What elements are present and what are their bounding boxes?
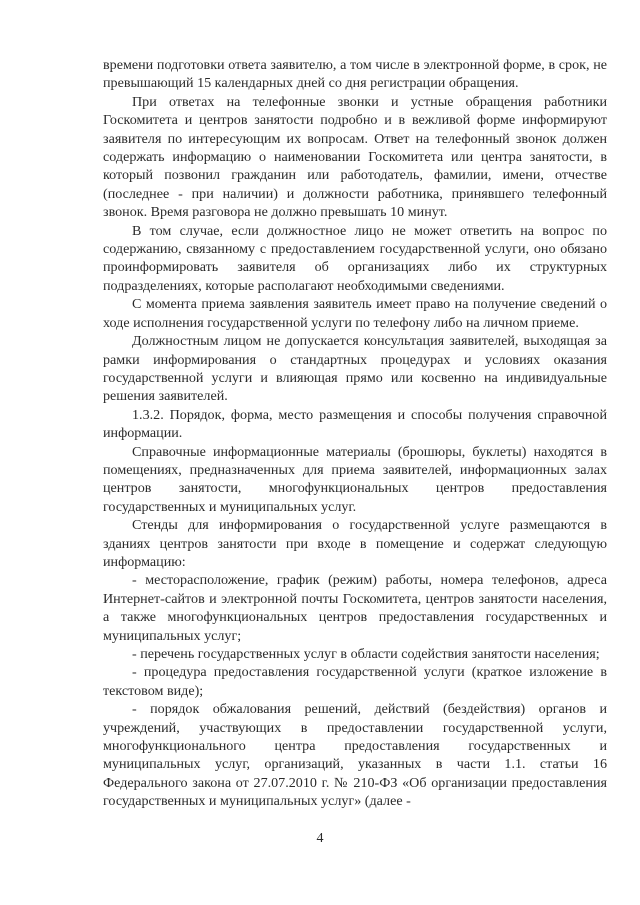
- body-text: [103, 56, 607, 811]
- paragraph-consultation-limits: Должностным лицом не допускается консультация заявителей, выходящая за рамки информирования о стандартных процедурах и условиях оказания государственной услуги и влияющая прямо или косвенно на индивидуальные решения заявителей.: [103, 333, 607, 405]
- section-heading-1-3-2: 1.3.2. Порядок, форма, место размещения и способы получения справочной информации.: [103, 406, 607, 442]
- paragraph-continued: времени подготовки ответа заявителю, а том числе в электронной форме, в срок, не превышающий 15 календарных дней со дня регистрации обращения.: [103, 57, 607, 92]
- paragraph-right-to-information: С момента приема заявления заявитель имеет право на получение сведений о ходе исполнения государственной услуги по телефону либо на личном приеме.: [103, 296, 607, 331]
- paragraph-reference-materials: Справочные информационные материалы (брошюры, буклеты) находятся в помещениях, предназначенных для приема заявителей, информационных залах центров занятости, многофункциональных центров предоставления государственных и муниципальных услуг.: [103, 443, 607, 515]
- list-item-services-list: - перечень государственных услуг в области содействия занятости населения;: [132, 646, 600, 662]
- paragraph-phone-answers: При ответах на телефонные звонки и устные обращения работники Госкомитета и центров занятости подробно и в вежливой форме информируют заявителя по интересующим их вопросам. Ответ на телефонный звонок должен содержать информацию о наименовании Госкомитета или центра занятости, в который позвонил гражданин или работодатель, фамилии, имени, отчестве (последнее - при наличии) и должности работника, принявшего телефонный звонок. Время разговора не должно превышать 10 минут.: [103, 93, 607, 221]
- page-number: 4: [316, 831, 324, 846]
- list-item-procedure: - процедура предоставления государственной услуги (краткое изложение в текстовом виде);: [103, 664, 607, 699]
- list-item-location-schedule: - месторасположение, график (режим) работы, номера телефонов, адреса Интернет-сайтов и электронной почты Госкомитета, центров занятости населения, а также многофункциональных центров предоставления государственных и муниципальных услуг;: [103, 572, 607, 644]
- paragraph-info-stands: Стенды для информирования о государственной услуге размещаются в зданиях центров занятости при входе в помещение и содержат следующую информацию:: [103, 517, 607, 570]
- paragraph-official-cannot-answer: В том случае, если должностное лицо не может ответить на вопрос по содержанию, связанному с предоставлением государственной услуги, оно обязано проинформировать заявителя об организациях либо их структурных подразделениях, которые располагают необходимыми сведениями.: [103, 222, 607, 294]
- list-item-appeal-procedure: - порядок обжалования решений, действий (бездействия) органов и учреждений, участвующих в предоставлении государственной услуги, многофункционального центра предоставления государственных и муниципальных услуг, организаций, указанных в части 1.1. статьи 16 Федерального закона от 27.07.2010 г. № 210-ФЗ «Об организации предоставления государственных и муниципальных услуг» (далее -: [103, 701, 607, 810]
